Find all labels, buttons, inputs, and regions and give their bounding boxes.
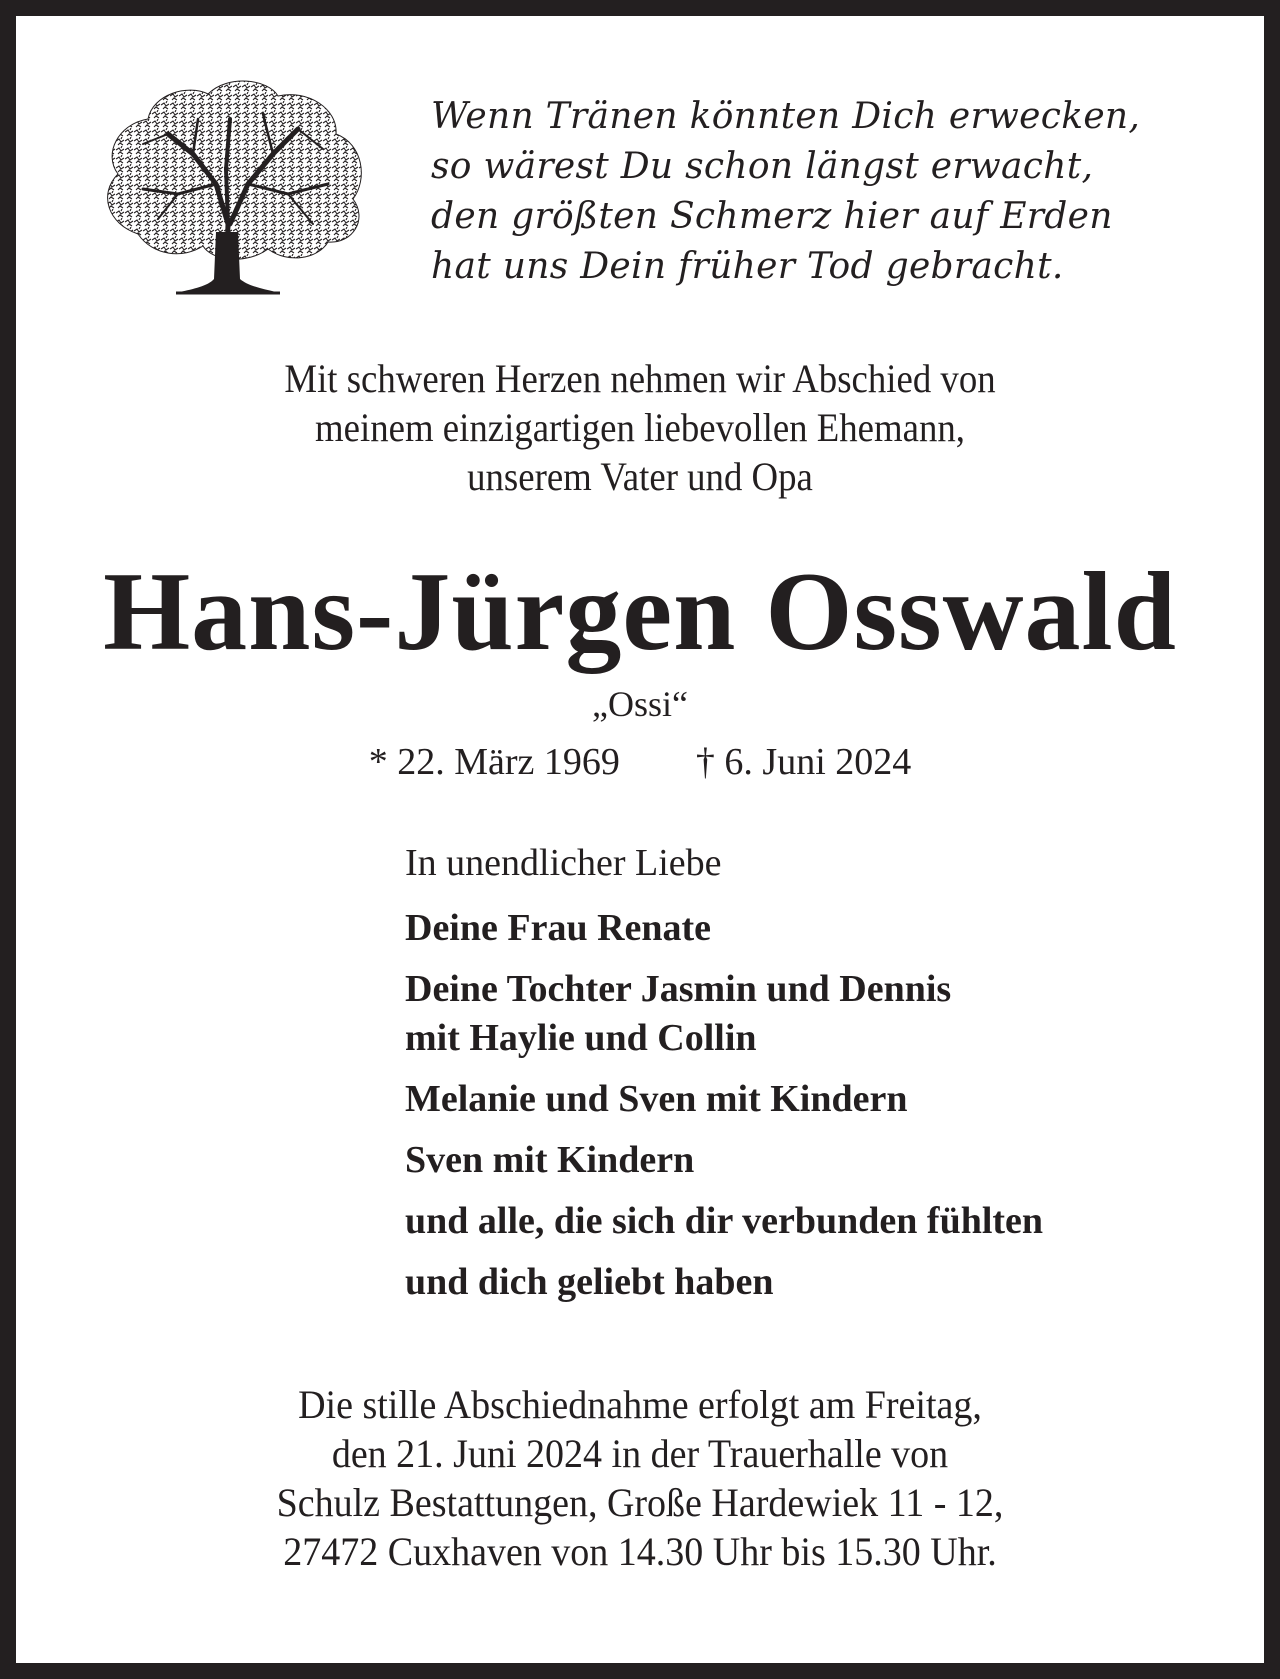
mourner-line: und dich geliebt haben [405,1261,774,1303]
mourner-entry [405,904,1043,953]
mourner-line: mit Haylie und Collin [405,1017,757,1059]
intro-text [51,354,1229,501]
service-info [32,1380,1248,1576]
mourner-entry [405,965,1043,1063]
mourner-line: Sven mit Kindern [405,1139,695,1181]
service-line: 27472 Cuxhaven von 14.30 Uhr bis 15.30 Uhr. [283,1529,997,1574]
poem-line: den größten Schmerz hier auf Erden [431,196,1113,237]
intro-line: meinem einzigartigen liebevollen Ehemann, [315,405,965,450]
death-date: † 6. Juni 2024 [695,741,912,783]
deceased-name: Hans-Jürgen Osswald [103,550,1177,674]
mourner-line: Melanie und Sven mit Kindern [405,1078,908,1120]
intro-line: Mit schweren Herzen nehmen wir Abschied von [284,356,996,401]
birth-date: * 22. März 1969 [368,741,620,783]
poem-line: so wärest Du schon längst erwacht, [431,146,1094,187]
mourner-line: Deine Frau Renate [405,907,712,949]
mourner-entry [405,1136,1043,1185]
service-line: Die stille Abschiednahme erfolgt am Freitag, [298,1382,982,1427]
mourners-list [405,840,1043,1319]
poem-line: hat uns Dein früher Tod gebracht. [431,246,1064,287]
mourner-entry [405,1075,1043,1124]
service-line: Schulz Bestattungen, Große Hardewiek 11 - 12, [276,1480,1004,1525]
deceased-nickname: „Ossi“ [592,684,688,724]
poem-verse [431,92,1140,292]
tree-icon [98,74,372,306]
mourners-lead: In unendlicher Liebe [405,842,722,884]
intro-line: unserem Vater und Opa [467,454,813,499]
mourner-line: und alle, die sich dir verbunden fühlten [405,1200,1044,1242]
mourner-entry [405,1197,1043,1246]
mourner-entry [405,1258,1043,1307]
life-dates [0,739,1280,785]
poem-line: Wenn Tränen könnten Dich erwecken, [431,96,1141,137]
mourner-line: Deine Tochter Jasmin und Dennis [405,968,952,1010]
service-line: den 21. Juni 2024 in der Trauerhalle von [331,1431,949,1476]
